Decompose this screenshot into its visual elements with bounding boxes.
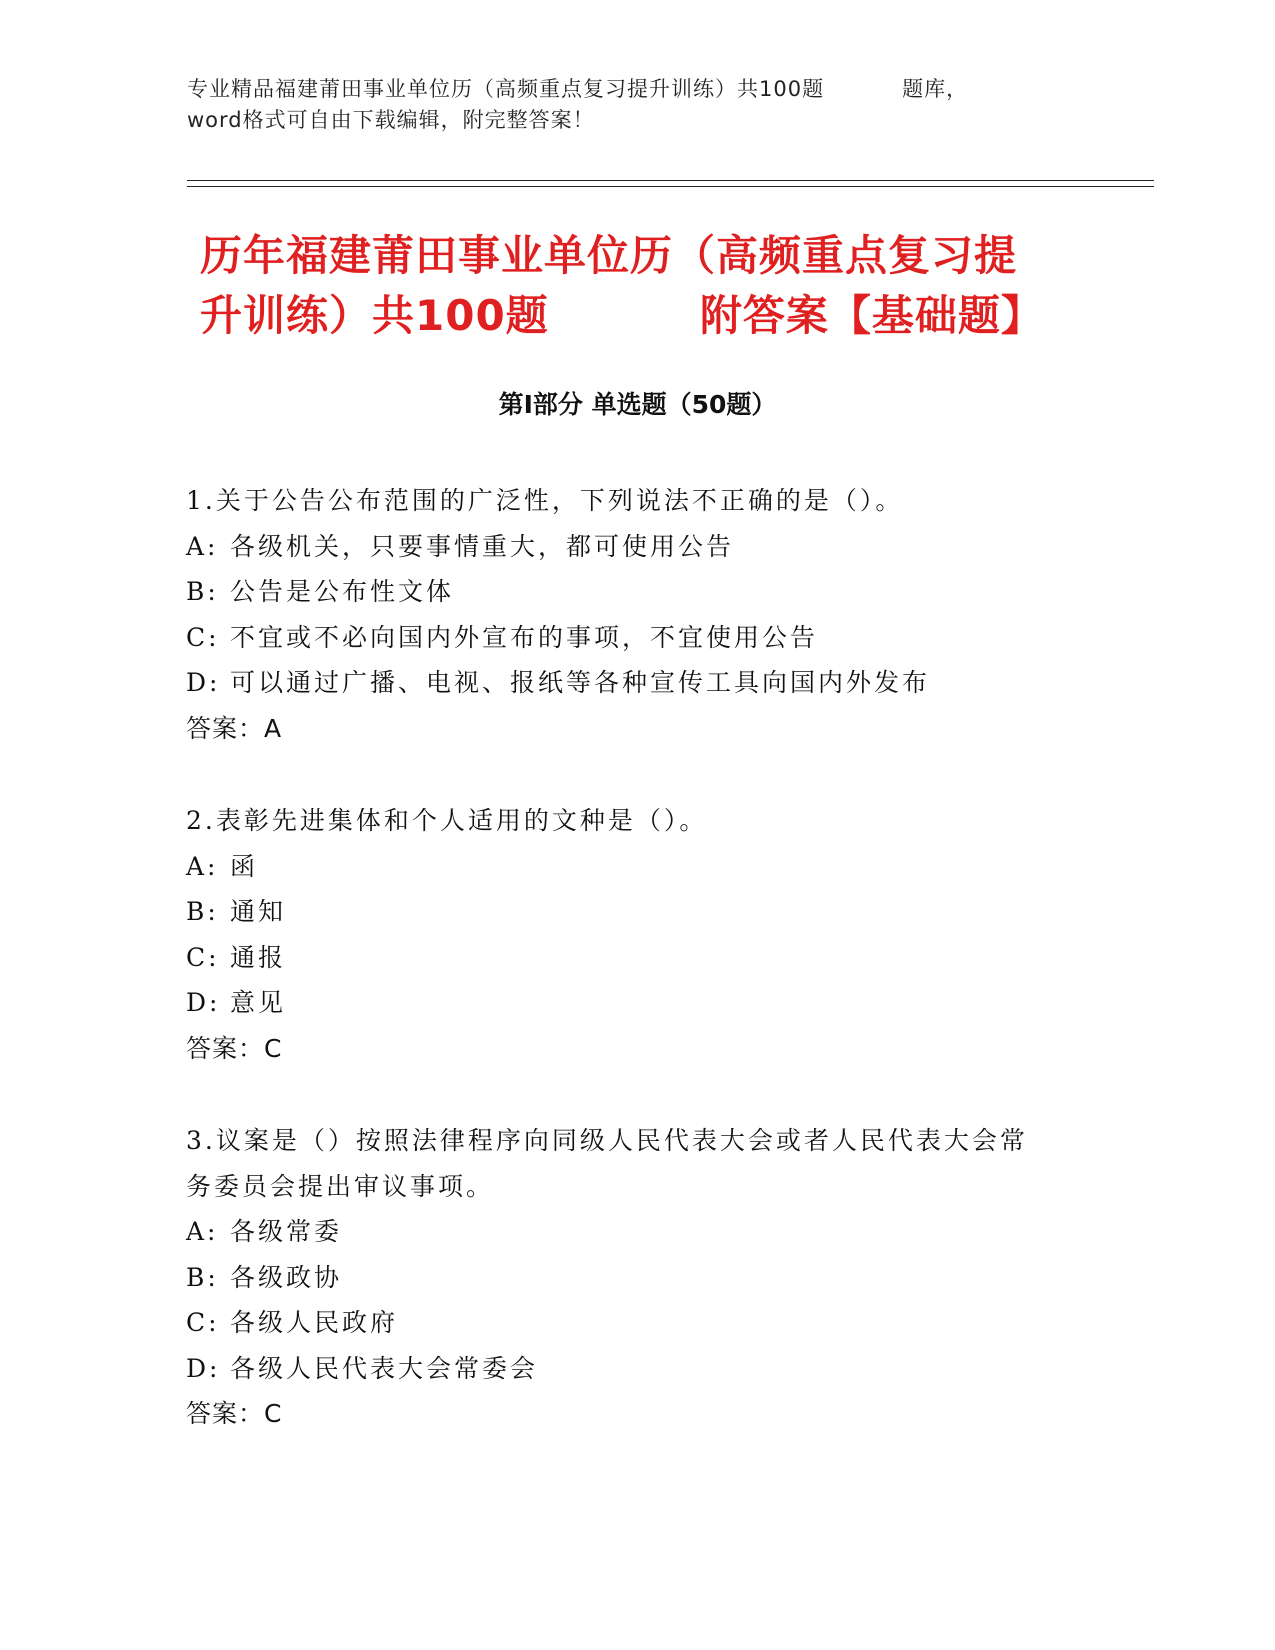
option-key: A: (186, 851, 219, 881)
option-key: B: (186, 577, 219, 606)
option-d (186, 660, 1086, 706)
header-text-right: 题库， (902, 77, 969, 101)
option-text: 通知 (230, 897, 287, 926)
header-line-2: word格式可自由下载编辑，附完整答案！ (187, 108, 595, 132)
question-stem: 2.表彰先进集体和个人适用的文种是（）。 (186, 806, 708, 835)
option-key: D: (186, 1353, 221, 1383)
answer: 答案：C (186, 1033, 283, 1063)
option-c (186, 935, 1086, 981)
option-b (186, 569, 1086, 615)
option-text: 各级政协 (230, 1262, 343, 1292)
option-key: D: (186, 668, 221, 697)
option-text: 各级人民政府 (230, 1308, 399, 1337)
option-key: A: (186, 531, 219, 561)
section-heading: 第Ⅰ部分 单选题（50题） (498, 390, 777, 419)
document-title (200, 226, 1100, 346)
page-header (187, 74, 1087, 136)
title-line-2-right: 附答案【基础题】 (699, 291, 1044, 340)
header-divider-bottom (187, 186, 1154, 187)
question-stem: 3.议案是（）按照法律程序向同级人民代表大会或者人民代表大会常 (186, 1126, 1028, 1155)
question-1 (186, 478, 1086, 751)
option-a (186, 1209, 1086, 1255)
option-key: C: (186, 942, 220, 972)
option-text: 可以通过广播、电视、报纸等各种宣传工具向国内外发布 (230, 668, 931, 697)
option-text: 公告是公布性文体 (230, 577, 455, 606)
title-line-2-left: 升训练）共100题 (200, 291, 549, 340)
option-b (186, 889, 1086, 935)
question-3 (186, 1118, 1086, 1437)
title-line-1: 历年福建莆田事业单位历（高频重点复习提 (200, 231, 1018, 280)
option-key: D: (186, 988, 221, 1017)
question-stem-continued: 务委员会提出审议事项。 (186, 1171, 495, 1201)
option-key: C: (186, 1308, 220, 1337)
option-text: 通报 (230, 942, 287, 972)
option-key: B: (186, 897, 219, 926)
header-divider-top (187, 180, 1154, 181)
option-text: 意见 (230, 988, 287, 1017)
option-text: 不宜或不必向国内外宣布的事项，不宜使用公告 (230, 622, 819, 652)
answer: 答案：C (186, 1399, 283, 1428)
option-key: C: (186, 622, 220, 652)
option-key: B: (186, 1262, 219, 1292)
title-line-2 (200, 286, 1100, 346)
option-a (186, 844, 1086, 890)
question-list (186, 478, 1086, 1484)
header-gap (824, 74, 902, 105)
option-text: 各级常委 (230, 1217, 343, 1246)
answer: 答案：A (186, 713, 283, 743)
question-stem: 1.关于公告公布范围的广泛性，下列说法不正确的是（）。 (186, 486, 904, 515)
header-text-left: 专业精品福建莆田事业单位历（高频重点复习提升训练）共100题 (187, 77, 825, 101)
option-text: 函 (230, 851, 259, 881)
option-a (186, 524, 1086, 570)
option-b (186, 1255, 1086, 1301)
option-c (186, 1300, 1086, 1346)
option-d (186, 1346, 1086, 1392)
option-text: 各级人民代表大会常委会 (230, 1353, 539, 1383)
option-d (186, 980, 1086, 1026)
question-2 (186, 798, 1086, 1071)
option-key: A: (186, 1217, 219, 1246)
option-c (186, 615, 1086, 661)
option-text: 各级机关，只要事情重大，都可使用公告 (230, 531, 735, 561)
header-line-1 (187, 74, 1087, 105)
